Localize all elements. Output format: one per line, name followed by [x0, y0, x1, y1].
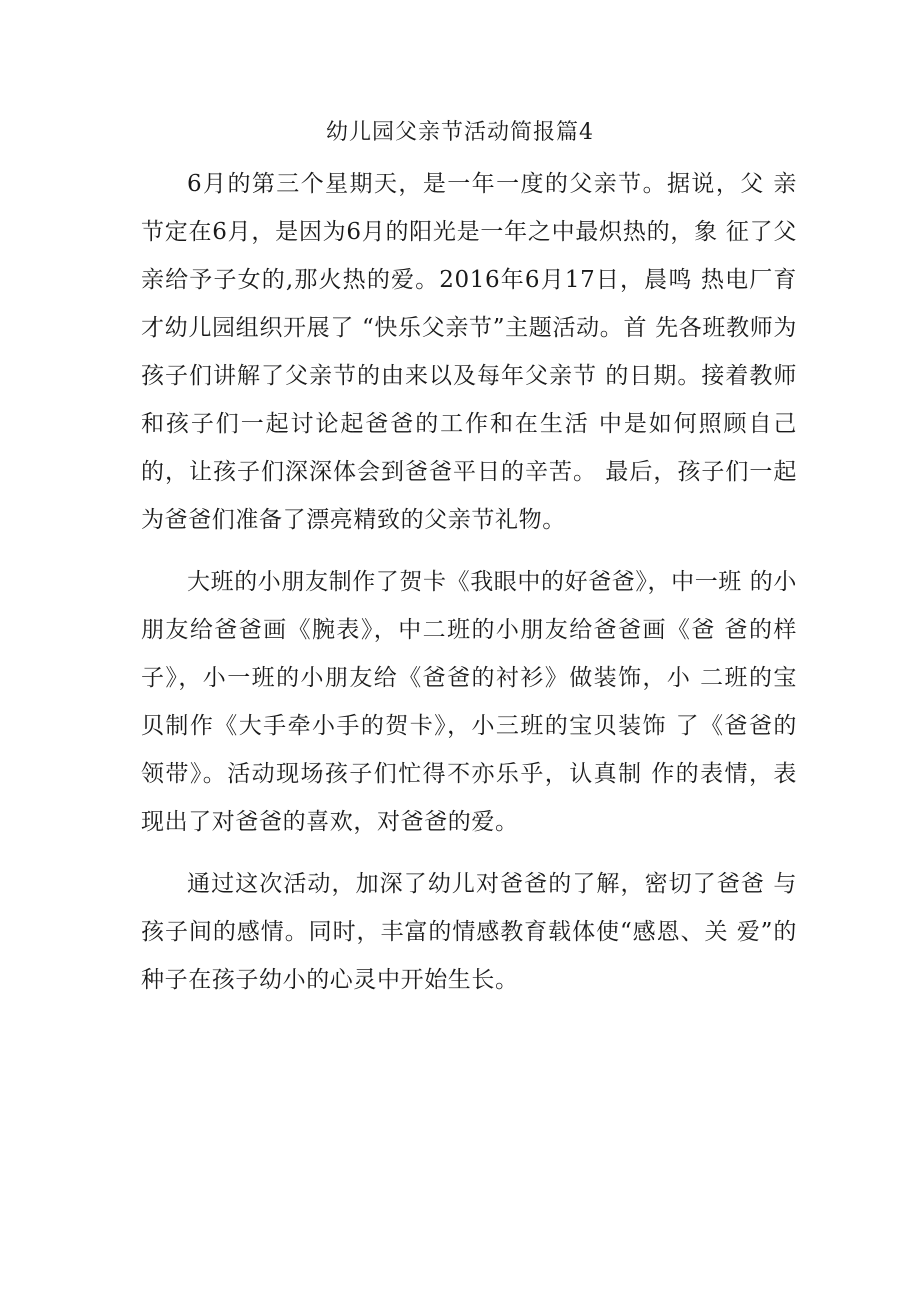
- paragraph-conclusion: 通过这次活动，加深了幼儿对爸爸的了解，密切了爸爸 与孩子间的感情。同时，丰富的情感教育载体使“感恩、关 爱”的种子在孩子幼小的心灵中开始生长。: [141, 871, 797, 993]
- paragraph-class-activities: 大班的小朋友制作了贺卡《我眼中的好爸爸》，中一班 的小朋友给爸爸画《腕表》，中二班的小朋友给爸爸画《爸 爸的样子》，小一班的小朋友给《爸爸的衬衫》做装饰，小 二班的宝贝制作《大手牵小手的贺卡》，小三班的宝贝装饰 了《爸爸的领带》。活动现场孩子们忙得不亦乐乎，认真制 作的表情，表现出了对爸爸的喜欢，对爸爸的爱。: [141, 569, 798, 835]
- document-body: [141, 160, 797, 1018]
- document-title: 幼儿园父亲节活动简报篇4: [326, 120, 594, 145]
- paragraph-intro: 6月的第三个星期天，是一年一度的父亲节。据说，父 亲节定在6月，是因为6月的阳光是一年之中最炽热的，象 征了父亲给予子女的,那火热的爱。2016年6月17日，晨鸣 热电厂育才幼儿园组织开展了 “快乐父亲节”主题活动。首 先各班教师为孩子们讲解了父亲节的由来以及每年父亲节 的日期。接着教师和孩子们一起讨论起爸爸的工作和在生活 中是如何照顾自己的，让孩子们深深体会到爸爸平日的辛苦。 最后，孩子们一起为爸爸们准备了漂亮精致的父亲节礼物。: [141, 171, 797, 533]
